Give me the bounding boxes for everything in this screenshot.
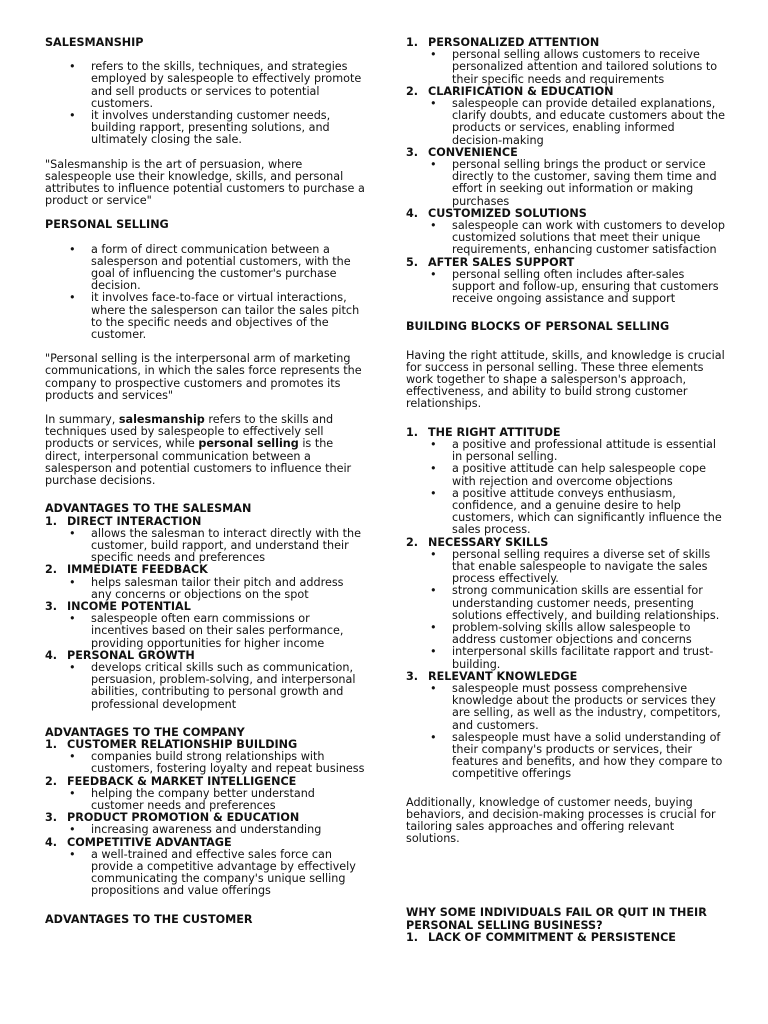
- numbered-item: [406, 86, 726, 147]
- item-number: 3.: [406, 145, 419, 159]
- building-blocks-heading: BUILDING BLOCKS OF PERSONAL SELLING: [406, 320, 670, 334]
- item-title: COMPETITIVE ADVANTAGE: [67, 835, 232, 849]
- item-number: 1.: [406, 930, 419, 944]
- adv-customer-list: [406, 37, 726, 305]
- item-title: PRODUCT PROMOTION & EDUCATION: [67, 811, 300, 825]
- item-number: 1.: [406, 425, 419, 439]
- item-title: CONVENIENCE: [428, 145, 518, 159]
- bullet-item: • salespeople can work with customers to develop customized solutions that meet their unique requirements, enhancing customer satisfaction: [452, 220, 726, 257]
- numbered-item: [45, 516, 367, 565]
- bullet-item: • it involves understanding customer needs, building rapport, presenting solutions, and ultimately closing the sale.: [91, 110, 367, 147]
- item-title: INCOME POTENTIAL: [67, 599, 191, 613]
- numbered-item: [45, 601, 367, 650]
- summary-keyword: personal selling: [198, 437, 299, 451]
- summary-text: refers to the skills and techniques used by salespeople to effectively sell products or services, while: [45, 413, 334, 451]
- item-title: CLARIFICATION & EDUCATION: [428, 84, 614, 98]
- item-title: THE RIGHT ATTITUDE: [428, 425, 561, 439]
- salesmanship-bullets: [45, 61, 367, 146]
- personal-selling-bullets: [45, 244, 367, 342]
- bullet-item: • helps salesman tailor their pitch and address any concerns or objections on the spot: [91, 577, 367, 601]
- bullet-item: • interpersonal skills facilitate rapport and trust-building.: [452, 646, 726, 670]
- item-title: AFTER SALES SUPPORT: [428, 255, 575, 269]
- adv-salesman-heading: ADVANTAGES TO THE SALESMAN: [45, 502, 252, 516]
- numbered-item: [406, 427, 726, 537]
- item-number: 5.: [406, 255, 419, 269]
- adv-company-heading: ADVANTAGES TO THE COMPANY: [45, 725, 245, 739]
- bullet-item: • personal selling often includes after-sales support and follow-up, ensuring that customers receive ongoing assistance and support: [452, 269, 726, 306]
- item-title: RELEVANT KNOWLEDGE: [428, 669, 578, 683]
- bullet-item: • increasing awareness and understanding: [91, 824, 367, 836]
- item-title: NECESSARY SKILLS: [428, 535, 549, 549]
- numbered-item: [45, 812, 367, 836]
- summary-keyword: salesmanship: [118, 413, 205, 427]
- numbered-item: [45, 837, 367, 898]
- numbered-item: [45, 776, 367, 813]
- bullet-item: • salespeople must possess comprehensive knowledge about the products or services they are selling, as well as the industry, competitors, and customers.: [452, 683, 726, 732]
- numbered-item: [406, 208, 726, 257]
- numbered-item: [45, 739, 367, 776]
- item-number: 4.: [406, 206, 419, 220]
- item-number: 4.: [45, 648, 58, 662]
- item-number: 1.: [45, 514, 58, 528]
- bullet-item: • allows the salesman to interact directly with the customer, build rapport, and understand their specific needs and preferences: [91, 528, 367, 565]
- item-number: 2.: [406, 535, 419, 549]
- adv-customer-heading: ADVANTAGES TO THE CUSTOMER: [45, 912, 253, 926]
- item-number: 1.: [45, 737, 58, 751]
- building-blocks-intro: Having the right attitude, skills, and knowledge is crucial for success in personal selling. These three elements work together to shape a salesperson's approach, effectiveness, and ability to build strong customer relationships.: [406, 348, 725, 411]
- numbered-item: [406, 932, 726, 944]
- bullet-item: • personal selling allows customers to receive personalized attention and tailored solutions to their specific needs and requirements: [452, 49, 726, 86]
- why-fail-list: [406, 932, 726, 944]
- item-title: FEEDBACK & MARKET INTELLIGENCE: [67, 774, 297, 788]
- bullet-item: • strong communication skills are essential for understanding customer needs, presenting solutions effectively, and building relationships.: [452, 585, 726, 622]
- item-title: PERSONAL GROWTH: [67, 648, 195, 662]
- item-title: CUSTOMER RELATIONSHIP BUILDING: [67, 737, 298, 751]
- bullet-item: • a positive and professional attitude is essential in personal selling.: [452, 439, 726, 463]
- numbered-item: [406, 147, 726, 208]
- right-column: [406, 37, 726, 944]
- summary-text: is the direct, interpersonal communication between a salesperson and potential customers to influence their purchase decisions.: [45, 437, 352, 488]
- numbered-item: [45, 564, 367, 601]
- bullet-item: • salespeople must have a solid understanding of their company's products or services, their features and benefits, and how they compare to competitive offerings: [452, 732, 726, 781]
- salesmanship-quote: "Salesmanship is the art of persuasion, where salespeople use their knowledge, skills, and personal attributes to influence potential customers to purchase a product or service": [45, 157, 365, 208]
- bullet-item: • a well-trained and effective sales force can provide a competitive advantage by effectively communicating the company's unique selling propositions and value offerings: [91, 849, 367, 898]
- item-number: 3.: [45, 811, 58, 825]
- why-fail-heading: WHY SOME INDIVIDUALS FAIL OR QUIT IN THEIR PERSONAL SELLING BUSINESS?: [406, 906, 707, 932]
- left-column: [45, 37, 367, 926]
- item-number: 2.: [406, 84, 419, 98]
- bullet-item: • personal selling brings the product or service directly to the customer, saving them time and effort in seeking out information or making purchases: [452, 159, 726, 208]
- item-title: IMMEDIATE FEEDBACK: [67, 563, 208, 577]
- building-blocks-closing: Additionally, knowledge of customer needs, buying behaviors, and decision-making processes is crucial for tailoring sales approaches and offering relevant solutions.: [406, 795, 716, 846]
- item-number: 1.: [406, 36, 419, 49]
- summary-text: In summary,: [45, 413, 119, 427]
- item-number: 3.: [406, 669, 419, 683]
- item-number: 3.: [45, 599, 58, 613]
- bullet-item: • develops critical skills such as communication, persuasion, problem-solving, and interpersonal abilities, contributing to personal growth and professional development: [91, 662, 367, 711]
- bullet-item: • it involves face-to-face or virtual interactions, where the salesperson can tailor the sales pitch to the specific needs and objectives of the customer.: [91, 292, 367, 341]
- bullet-item: • a positive attitude conveys enthusiasm, confidence, and a genuine desire to help customers, which can significantly influence the sales process.: [452, 488, 726, 537]
- adv-salesman-list: [45, 516, 367, 711]
- personal-selling-heading: PERSONAL SELLING: [45, 218, 169, 232]
- salesmanship-heading: SALESMANSHIP: [45, 36, 144, 49]
- bullet-item: • personal selling requires a diverse set of skills that enable salespeople to navigate the sales process effectively.: [452, 549, 726, 586]
- building-blocks-list: [406, 427, 726, 781]
- numbered-item: [406, 257, 726, 306]
- numbered-item: [406, 37, 726, 86]
- summary-paragraph: [45, 414, 367, 487]
- bullet-item: • helping the company better understand customer needs and preferences: [91, 788, 367, 812]
- item-title: PERSONALIZED ATTENTION: [428, 36, 600, 49]
- bullet-item: • a positive attitude can help salespeople cope with rejection and overcome objections: [452, 463, 726, 487]
- item-title: LACK OF COMMITMENT & PERSISTENCE: [428, 930, 676, 944]
- bullet-item: • problem-solving skills allow salespeople to address customer objections and concerns: [452, 622, 726, 646]
- personal-selling-quote: "Personal selling is the interpersonal arm of marketing communications, in which the sales force represents the company to prospective customers and promotes its products and services": [45, 352, 362, 402]
- item-number: 4.: [45, 835, 58, 849]
- numbered-item: [406, 671, 726, 781]
- item-title: DIRECT INTERACTION: [67, 514, 202, 528]
- bullet-item: • companies build strong relationships with customers, fostering loyalty and repeat business: [91, 751, 367, 775]
- item-title: CUSTOMIZED SOLUTIONS: [428, 206, 587, 220]
- numbered-item: [406, 537, 726, 671]
- numbered-item: [45, 650, 367, 711]
- adv-company-list: [45, 739, 367, 898]
- item-number: 2.: [45, 774, 58, 788]
- bullet-item: • salespeople can provide detailed explanations, clarify doubts, and educate customers about the products or services, enabling informed decision-making: [452, 98, 726, 147]
- bullet-item: • a form of direct communication between a salesperson and potential customers, with the goal of influencing the customer's purchase decision.: [91, 244, 367, 293]
- item-number: 2.: [45, 563, 58, 577]
- bullet-item: • salespeople often earn commissions or incentives based on their sales performance, providing opportunities for higher income: [91, 613, 367, 650]
- bullet-item: • refers to the skills, techniques, and strategies employed by salespeople to effectively promote and sell products or services to potential customers.: [91, 61, 367, 110]
